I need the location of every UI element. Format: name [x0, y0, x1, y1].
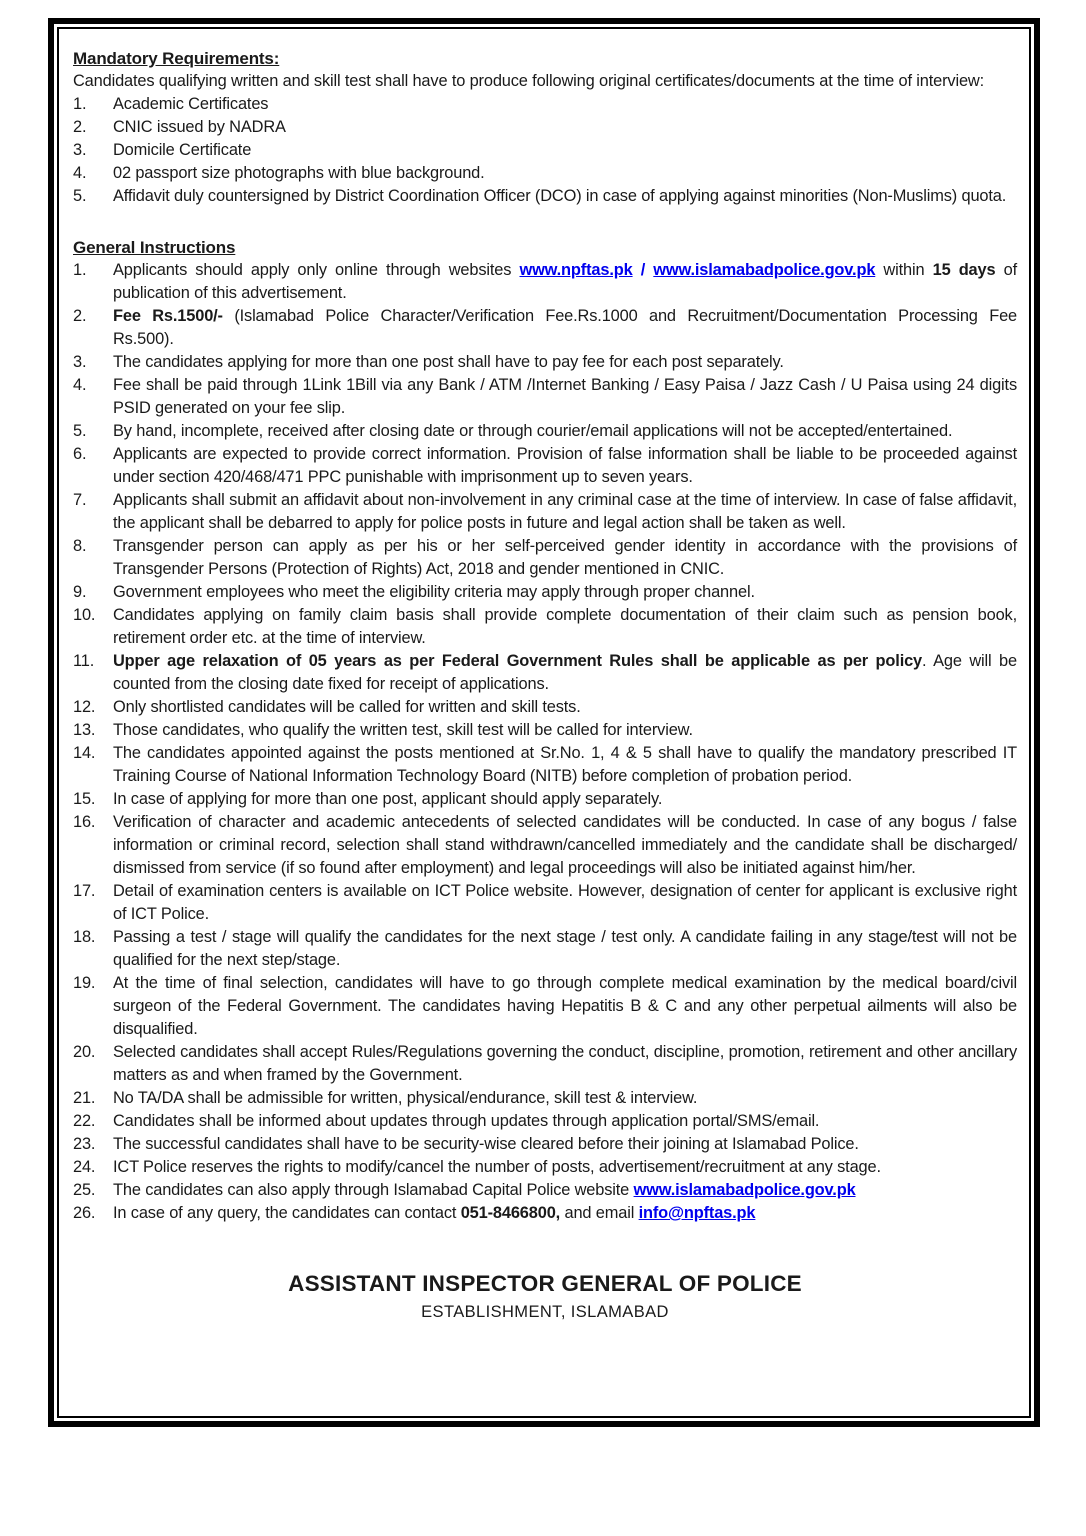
list-item-number: 25. — [73, 1181, 96, 1199]
list-item — [73, 259, 1017, 305]
list-item-number: 23. — [73, 1135, 96, 1153]
list-item-number: 10. — [73, 606, 96, 624]
text-segment: 051-8466800, — [460, 1204, 561, 1222]
text-segment: ICT Police reserves the rights to modify/cancel the number of posts, advertisement/recruitment at any stage. — [113, 1158, 881, 1176]
list-item-number: 26. — [73, 1204, 96, 1222]
list-item-number: 16. — [73, 813, 96, 831]
list-item-number: 1. — [73, 95, 87, 113]
list-item-number: 5. — [73, 422, 87, 440]
text-segment: Selected candidates shall accept Rules/Regulations governing the conduct, discipline, promotion, retirement and other ancillary matters as and when framed by the Government. — [113, 1043, 1017, 1084]
text-segment: Verification of character and academic antecedents of selected candidates will be conducted. In case of any bogus / false information or criminal record, selection shall stand withdrawn/cancelled immediately and the candidate shall be discharged/ dismissed from service (if so found after employment) and legal proceedings will also be initiated against him/her. — [113, 813, 1017, 877]
text-segment: Applicants are expected to provide correct information. Provision of false information shall be liable to be proceeded against under section 420/468/471 PPC punishable with imprisonment up to seven years. — [113, 445, 1017, 486]
list-item — [73, 650, 1017, 696]
text-segment: Government employees who meet the eligibility criteria may apply through proper channel. — [113, 583, 755, 601]
list-item-number: 3. — [73, 141, 87, 159]
document-border — [48, 18, 1040, 1427]
text-segment: Applicants shall submit an affidavit about non-involvement in any criminal case at the time of interview. In case of false affidavit, the applicant shall be debarred to apply for police posts in future and legal action shall be taken as well. — [113, 491, 1017, 532]
list-item-number: 2. — [73, 118, 87, 136]
signatory-title: ASSISTANT INSPECTOR GENERAL OF POLICE — [288, 1271, 802, 1296]
list-item-number: 2. — [73, 307, 87, 325]
text-segment: Transgender person can apply as per his or her self-perceived gender identity in accordance with the provisions of Transgender Persons (Protection of Rights) Act, 2018 and gender mentioned in CNIC. — [113, 537, 1017, 578]
text-segment: / — [632, 261, 654, 279]
text-segment: Those candidates, who qualify the written test, skill test will be called for interview. — [113, 721, 693, 739]
list-item-number: 1. — [73, 261, 87, 279]
list-item-text — [113, 1133, 1017, 1156]
list-item-number: 3. — [73, 353, 87, 371]
list-item — [73, 880, 1017, 926]
list-item — [73, 489, 1017, 535]
list-item-text — [113, 696, 1017, 719]
list-item-text — [113, 581, 1017, 604]
list-item — [73, 139, 1017, 162]
text-segment: In case of applying for more than one post, applicant should apply separately. — [113, 790, 663, 808]
list-item-number: 21. — [73, 1089, 96, 1107]
list-item-number: 15. — [73, 790, 96, 808]
list-item-text — [113, 489, 1017, 535]
mandatory-requirements-intro: Candidates qualifying written and skill test shall have to produce following original certificates/documents at the time of interview: — [73, 72, 985, 90]
list-item-text — [113, 443, 1017, 489]
text-segment: In case of any query, the candidates can contact — [113, 1204, 461, 1222]
list-item — [73, 696, 1017, 719]
hyperlink[interactable]: info@npftas.pk — [638, 1204, 756, 1222]
list-item — [73, 116, 1017, 139]
general-instructions-heading: General Instructions — [73, 238, 236, 257]
list-item-text — [113, 926, 1017, 972]
list-item-text — [113, 811, 1017, 880]
mandatory-requirements-heading: Mandatory Requirements: — [73, 49, 280, 68]
text-segment: The candidates applying for more than one post shall have to pay fee for each post separately. — [113, 353, 784, 371]
list-item — [73, 162, 1017, 185]
list-item — [73, 926, 1017, 972]
hyperlink[interactable]: www.npftas.pk — [519, 261, 633, 279]
list-item-number: 19. — [73, 974, 96, 992]
list-item — [73, 185, 1017, 208]
text-segment: Candidates applying on family claim basis shall provide complete documentation of their claim such as pension book, retirement order etc. at the time of interview. — [113, 606, 1017, 647]
list-item-number: 5. — [73, 187, 87, 205]
list-item-number: 24. — [73, 1158, 96, 1176]
text-segment: At the time of final selection, candidates will have to go through complete medical examination by the medical board/civil surgeon of the Federal Government. The candidates having Hepatitis B & C and any other perpetual ailments will also be disqualified. — [113, 974, 1017, 1038]
text-segment: Affidavit duly countersigned by District Coordination Officer (DCO) in case of applying against minorities (Non-Muslims) quota. — [113, 187, 1007, 205]
list-item-number: 7. — [73, 491, 87, 509]
list-item-text — [113, 880, 1017, 926]
document-page — [57, 27, 1031, 1418]
list-item-text — [113, 1202, 1017, 1225]
list-item — [73, 719, 1017, 742]
list-item — [73, 351, 1017, 374]
text-segment: . Age will be counted from the closing date fixed for receipt of applications. — [113, 652, 1017, 693]
list-item-text — [113, 788, 1017, 811]
list-item — [73, 443, 1017, 489]
list-item — [73, 535, 1017, 581]
text-segment: Fee shall be paid through 1Link 1Bill via any Bank / ATM /Internet Banking / Easy Paisa / Jazz Cash / U Paisa using 24 digits PSID generated on your fee slip. — [113, 376, 1017, 417]
list-item-number: 11. — [73, 652, 95, 670]
list-item-text — [113, 1087, 1017, 1110]
text-segment: By hand, incomplete, received after closing date or through courier/email applications will not be accepted/entertained. — [113, 422, 953, 440]
list-item — [73, 1156, 1017, 1179]
text-segment: (Islamabad Police Character/Verification Fee.Rs.1000 and Recruitment/Documentation Processing Fee Rs.500). — [113, 307, 1017, 348]
text-segment: 02 passport size photographs with blue background. — [113, 164, 485, 182]
text-segment: 15 days — [932, 261, 996, 279]
general-instructions-list — [73, 259, 1017, 1225]
text-segment: Upper age relaxation of 05 years as per Federal Government Rules shall be applicable as per policy — [113, 652, 923, 670]
list-item-text — [113, 374, 1017, 420]
text-segment: and email — [560, 1204, 639, 1222]
list-item-number: 22. — [73, 1112, 96, 1130]
text-segment: The successful candidates shall have to be security-wise cleared before their joining at Islamabad Police. — [113, 1135, 859, 1153]
text-segment: Academic Certificates — [113, 95, 269, 113]
text-segment: No TA/DA shall be admissible for written, physical/endurance, skill test & interview. — [113, 1089, 698, 1107]
list-item-text — [113, 972, 1017, 1041]
list-item — [73, 1179, 1017, 1202]
list-item — [73, 742, 1017, 788]
list-item — [73, 374, 1017, 420]
list-item-text — [113, 305, 1017, 351]
list-item-text — [113, 259, 1017, 305]
list-item — [73, 305, 1017, 351]
text-segment: of publication of this advertisement. — [113, 261, 1017, 302]
list-item-text — [113, 93, 1017, 116]
list-item-number: 14. — [73, 744, 96, 762]
text-segment: Applicants should apply only online through websites — [113, 261, 520, 279]
list-item-number: 17. — [73, 882, 96, 900]
text-segment: Passing a test / stage will qualify the candidates for the next stage / test only. A candidate failing in any stage/test will not be qualified for the next step/stage. — [113, 928, 1017, 969]
general-instructions-section — [73, 236, 1017, 259]
list-item-text — [113, 742, 1017, 788]
list-item — [73, 788, 1017, 811]
list-item — [73, 1110, 1017, 1133]
list-item-number: 8. — [73, 537, 87, 555]
list-item — [73, 604, 1017, 650]
text-segment: CNIC issued by NADRA — [113, 118, 286, 136]
list-item-text — [113, 1179, 1017, 1202]
list-item-text — [113, 139, 1017, 162]
text-segment: Detail of examination centers is available on ICT Police website. However, designation of center for applicant is exclusive right of ICT Police. — [113, 882, 1017, 923]
list-item-text — [113, 351, 1017, 374]
list-item — [73, 1041, 1017, 1087]
list-item — [73, 972, 1017, 1041]
list-item-number: 6. — [73, 445, 87, 463]
list-item-text — [113, 185, 1017, 208]
signatory-office: ESTABLISHMENT, ISLAMABAD — [421, 1303, 669, 1321]
list-item — [73, 93, 1017, 116]
text-segment: Fee Rs.1500/- — [113, 307, 235, 325]
list-item-number: 20. — [73, 1043, 96, 1061]
list-item-text — [113, 420, 1017, 443]
mandatory-requirements-list — [73, 93, 1017, 208]
list-item-number: 13. — [73, 721, 96, 739]
list-item-number: 12. — [73, 698, 96, 716]
list-item — [73, 581, 1017, 604]
list-item-number: 18. — [73, 928, 96, 946]
list-item-text — [113, 719, 1017, 742]
list-item-text — [113, 162, 1017, 185]
list-item-number: 9. — [73, 583, 87, 601]
list-item-text — [113, 1110, 1017, 1133]
list-item-text — [113, 1041, 1017, 1087]
list-item-text — [113, 535, 1017, 581]
list-item — [73, 811, 1017, 880]
list-item-text — [113, 1156, 1017, 1179]
text-segment: Domicile Certificate — [113, 141, 252, 159]
list-item — [73, 420, 1017, 443]
text-segment: Candidates shall be informed about updates through updates through application portal/SMS/email. — [113, 1112, 820, 1130]
hyperlink[interactable]: www.islamabadpolice.gov.pk — [633, 1181, 856, 1199]
text-segment: Only shortlisted candidates will be called for written and skill tests. — [113, 698, 581, 716]
list-item-text — [113, 650, 1017, 696]
text-segment: within — [875, 261, 933, 279]
list-item-number: 4. — [73, 376, 87, 394]
list-item-number: 4. — [73, 164, 87, 182]
list-item — [73, 1087, 1017, 1110]
signature-block — [73, 1271, 1017, 1324]
list-item-text — [113, 116, 1017, 139]
list-item — [73, 1202, 1017, 1225]
list-item-text — [113, 604, 1017, 650]
text-segment: The candidates appointed against the posts mentioned at Sr.No. 1, 4 & 5 shall have to qualify the mandatory prescribed IT Training Course of National Information Technology Board (NITB) before completion of probation period. — [113, 744, 1017, 785]
list-item — [73, 1133, 1017, 1156]
text-segment: The candidates can also apply through Islamabad Capital Police website — [113, 1181, 634, 1199]
hyperlink[interactable]: www.islamabadpolice.gov.pk — [653, 261, 876, 279]
